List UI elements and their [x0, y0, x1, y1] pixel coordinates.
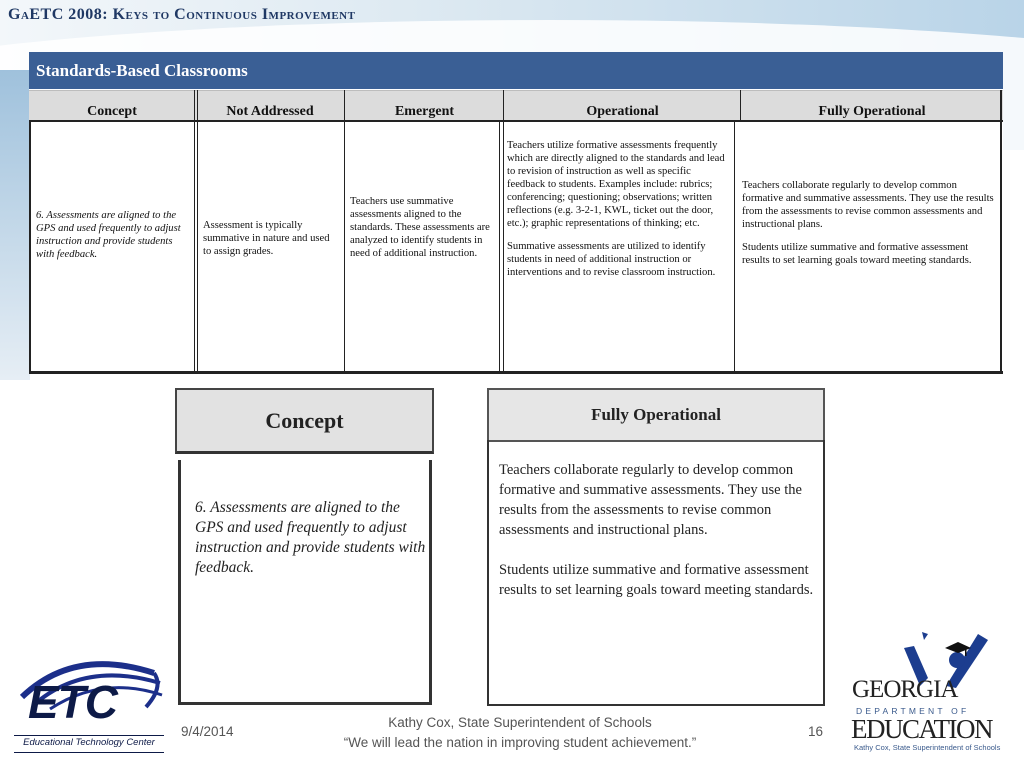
zoomed-concept-body [178, 460, 432, 705]
table-divider [503, 90, 504, 374]
cell-operational-p2: Summative assessments are utilized to identify students in need of additional instruction or interventions and to revise classroom instruction. [507, 241, 716, 278]
ga-education-text: EDUCATION [851, 714, 992, 744]
zoomed-fully-operational-text [499, 460, 817, 600]
ga-department-text: DEPARTMENT OF [856, 706, 970, 716]
zoomed-fully-operational-p2: Students utilize summative and formative assessment results to set learning goals toward meeting standards. [499, 562, 814, 598]
table-rule [29, 120, 1003, 122]
column-header-emergent: Emergent [394, 104, 455, 119]
cell-concept: 6. Assessments are aligned to the GPS and used frequently to adjust instruction and provide students with feedback. [36, 210, 181, 260]
footer-center [300, 713, 740, 753]
cell-operational [507, 139, 730, 279]
cell-fully-operational [742, 179, 996, 267]
table-divider [499, 120, 500, 374]
zoomed-concept-text: 6. Assessments are aligned to the GPS and used frequently to adjust instruction and provide students with feedback. [195, 499, 426, 576]
ga-superintendent-text: Kathy Cox, State Superintendent of Schools [854, 743, 1001, 752]
cell-fully-operational-p1: Teachers collaborate regularly to develop common formative and summative assessments. They use the results from the assessments to revise common assessments and instructional plans. [742, 180, 994, 230]
table-heading: Standards-Based Classrooms [36, 61, 248, 80]
table-rule [29, 371, 1003, 374]
table-divider [197, 90, 198, 374]
etc-subtitle: Educational Technology Center [14, 735, 164, 753]
standards-table [29, 52, 1003, 374]
footer-line2: “We will lead the nation in improving student achievement.” [343, 735, 697, 750]
table-heading-bar [29, 52, 1003, 89]
etc-letters: ETC [28, 676, 117, 728]
zoomed-concept-header: Concept [175, 388, 434, 454]
column-header-concept: Concept [87, 104, 137, 119]
table-divider [740, 90, 741, 120]
georgia-doe-logo [848, 630, 1004, 758]
table-divider [734, 120, 735, 374]
cell-not-addressed: Assessment is typically summative in nature and used to assign grades. [203, 220, 330, 257]
zoomed-fully-operational-p1: Teachers collaborate regularly to develop common formative and summative assessments. They use the results from the assessments to revise common assessments and instructional plans. [499, 462, 802, 538]
column-header-fully-operational: Fully Operational [818, 104, 926, 119]
table-divider [194, 90, 195, 374]
zoomed-fully-operational-header: Fully Operational [487, 388, 825, 442]
table-divider [29, 120, 31, 374]
cell-fully-operational-p2: Students utilize summative and formative assessment results to set learning goals toward meeting standards. [742, 242, 972, 266]
footer-page-number: 16 [808, 724, 824, 739]
zoomed-fully-operational-body [487, 440, 825, 706]
column-header-operational: Operational [586, 104, 659, 119]
ga-georgia-text: GEORGIA [852, 676, 958, 703]
background-left-band [0, 70, 30, 380]
slide-title: GaETC 2008: Keys to Continuous Improvement [8, 6, 356, 23]
footer-line1: Kathy Cox, State Superintendent of Schools [388, 715, 652, 730]
table-divider [344, 90, 345, 374]
zoomed-concept-card [175, 388, 435, 708]
column-header-not-addressed: Not Addressed [226, 104, 314, 119]
etc-logo [14, 655, 164, 755]
zoomed-fully-operational-card [487, 388, 827, 706]
cell-emergent: Teachers use summative assessments aligned to the standards. These assessments are analyzed to identify students in need of additional instruction. [350, 196, 490, 259]
footer-date: 9/4/2014 [181, 724, 234, 739]
column-header-row [29, 90, 1003, 121]
table-divider [1000, 90, 1002, 374]
cell-operational-p1: Teachers utilize formative assessments frequently which are directly aligned to the standards and lead to revision of instruction as well as specific feedback to students. Examples include: rubrics; conferencing; questioning; observations; written reflections (e.g. 3-2-1, KWL, ticket out the door, etc.); graphic representations of thinking; etc. [507, 140, 725, 229]
